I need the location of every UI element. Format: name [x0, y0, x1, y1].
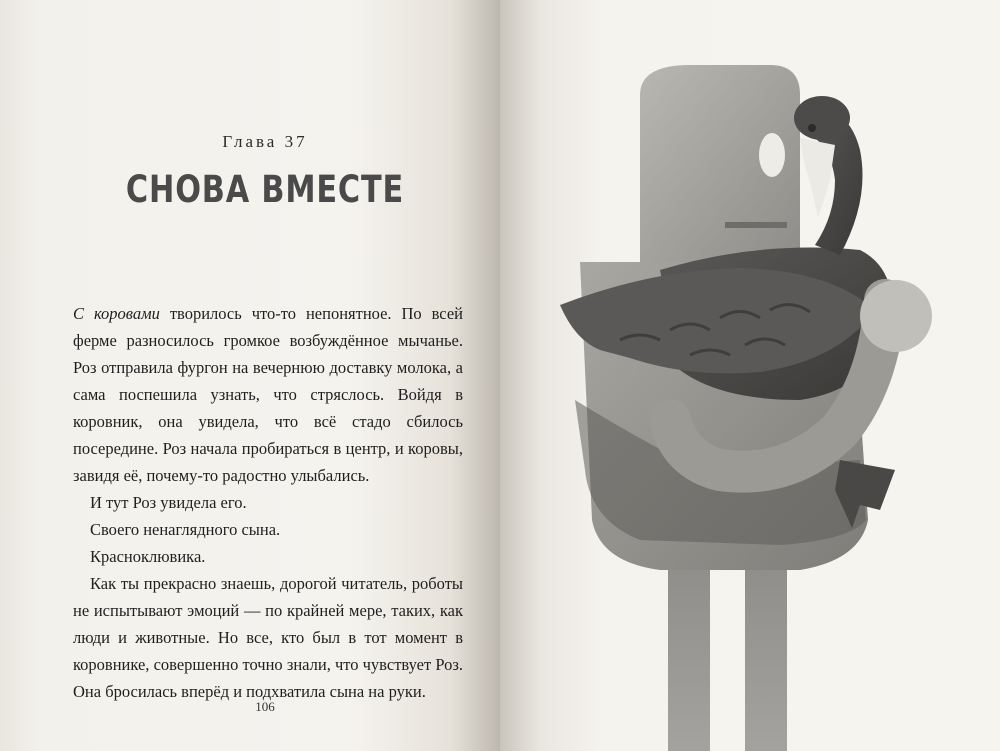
goose-eye	[808, 124, 816, 132]
robot-eye	[759, 133, 785, 177]
paragraph-5: Как ты прекрасно знаешь, дорогой читатель, роботы не испытывают эмоций — по крайней мере, таких, как люди и животные. Но все, кто был в тот момент в коровнике, совершенно точно знали, что чувствует Роз. Она бросилась вперёд и подхватила сына на руки.	[73, 574, 463, 701]
page-number: 106	[255, 699, 275, 714]
robot-hand	[860, 280, 932, 352]
paragraph-1-italic: С коровами	[73, 304, 160, 323]
paragraph-2: И тут Роз увидела его.	[90, 493, 247, 512]
robot-left-leg	[668, 555, 710, 751]
chapter-body	[73, 300, 463, 705]
paragraph-4: Красноклювика.	[90, 547, 206, 566]
chapter-title: СНОВА ВМЕСТЕ	[125, 168, 405, 211]
paragraph-1	[73, 300, 463, 489]
goose-beak	[800, 138, 835, 218]
paragraph-3: Своего ненаглядного сына.	[90, 520, 281, 539]
chapter-label: Глава 37	[222, 132, 308, 151]
goose-head	[794, 96, 850, 140]
robot-mouth	[725, 222, 787, 228]
paragraph-1-text: творилось что-то непонятное. По всей ферме разносилось громкое возбуждённое мычанье. Роз отправила фургон на вечернюю доставку молока, а сама поспешила узнать, что стряслось. Войдя в коровник, она увидела, что всё стадо сбилось посередине. Роз начала пробираться в центр, и коровы, завидя её, почему-то радостно улыбались.	[73, 304, 463, 485]
robot-hugging-goose-illustration	[540, 55, 960, 751]
robot-right-leg	[745, 555, 787, 751]
